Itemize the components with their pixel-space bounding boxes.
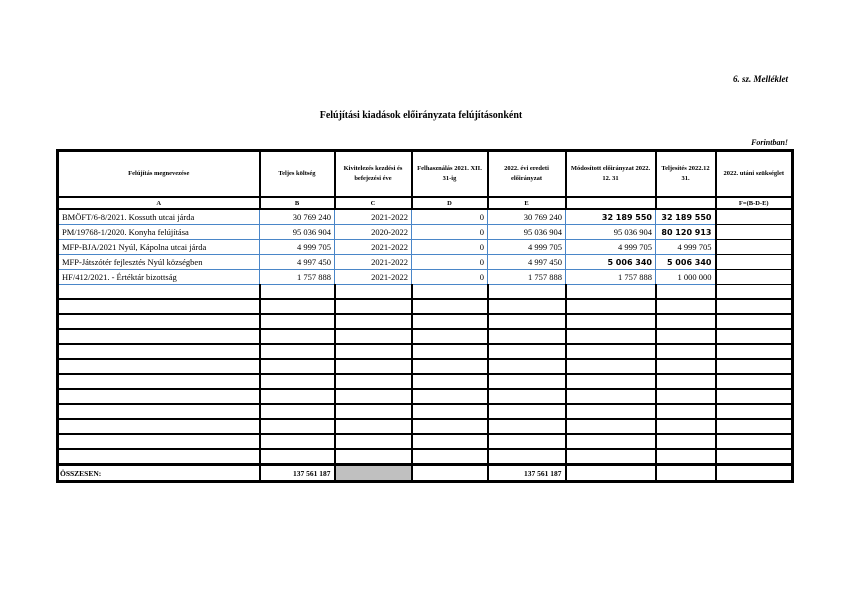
letter-blank-2 [656,197,716,209]
empty-cell [566,299,656,314]
header-fulfilled-2022: Teljesítés 2022.12 31. [656,151,716,198]
empty-cell [656,434,716,449]
cell-fulfilled-2022: 32 189 550 [656,209,716,225]
table-row [58,255,793,270]
empty-cell [335,359,412,374]
cell-modified-2022: 95 036 904 [566,225,656,240]
empty-row [58,285,793,300]
empty-cell [58,404,260,419]
empty-cell [716,359,793,374]
empty-cell [716,344,793,359]
letter-c: C [335,197,412,209]
empty-cell [412,285,488,300]
empty-cell [488,449,566,465]
empty-cell [58,449,260,465]
cell-need-after-2022 [716,225,793,240]
empty-cell [716,329,793,344]
cell-years: 2021-2022 [335,255,412,270]
cell-need-after-2022 [716,270,793,285]
empty-cell [716,299,793,314]
total-original-2022-sum: 137 561 187 [488,465,566,482]
empty-cell [58,285,260,300]
empty-row [58,314,793,329]
empty-cell [488,344,566,359]
empty-row [58,449,793,465]
empty-cell [412,389,488,404]
cell-total-cost: 4 997 450 [260,255,335,270]
cell-modified-2022: 5 006 340 [566,255,656,270]
cell-fulfilled-2022: 1 000 000 [656,270,716,285]
empty-cell [260,449,335,465]
letter-d: D [412,197,488,209]
annex-label: 6. sz. Melléklet [733,74,788,84]
empty-cell [260,374,335,389]
empty-row [58,389,793,404]
empty-cell [58,314,260,329]
empty-cell [335,329,412,344]
empty-cell [488,314,566,329]
empty-cell [260,329,335,344]
total-cost-sum: 137 561 187 [260,465,335,482]
cell-total-cost: 1 757 888 [260,270,335,285]
header-need-after-2022: 2022. utáni szükséglet [716,151,793,198]
empty-cell [412,419,488,434]
empty-row [58,434,793,449]
header-row [58,151,793,198]
empty-row [58,344,793,359]
empty-cell [260,404,335,419]
cell-fulfilled-2022: 4 999 705 [656,240,716,255]
empty-cell [260,359,335,374]
empty-cell [656,285,716,300]
total-label: ÖSSZESEN: [58,465,260,482]
empty-cell [488,419,566,434]
cell-name: MFP-BJA/2021 Nyúl, Kápolna utcai járda [58,240,260,255]
empty-cell [566,359,656,374]
cell-fulfilled-2022: 80 120 913 [656,225,716,240]
empty-cell [716,449,793,465]
empty-cell [566,404,656,419]
empty-cell [58,344,260,359]
total-used-until-2021 [412,465,488,482]
empty-cell [58,299,260,314]
empty-cell [260,285,335,300]
cell-modified-2022: 1 757 888 [566,270,656,285]
empty-cell [488,404,566,419]
empty-cell [335,299,412,314]
empty-cell [412,344,488,359]
empty-cell [488,434,566,449]
empty-row [58,359,793,374]
empty-cell [260,299,335,314]
empty-cell [716,374,793,389]
empty-cell [335,419,412,434]
empty-cell [335,434,412,449]
cell-name: PM/19768-1/2020. Konyha felújítása [58,225,260,240]
empty-cell [260,434,335,449]
cell-total-cost: 4 999 705 [260,240,335,255]
empty-cell [716,389,793,404]
table-row [58,270,793,285]
empty-cell [566,434,656,449]
cell-years: 2020-2022 [335,225,412,240]
empty-cell [656,344,716,359]
empty-cell [488,299,566,314]
empty-cell [260,419,335,434]
total-need-after-2022 [716,465,793,482]
empty-row [58,329,793,344]
cell-need-after-2022 [716,240,793,255]
letter-e: E [488,197,566,209]
empty-cell [58,389,260,404]
empty-cell [566,389,656,404]
header-years: Kivitelezés kezdési és befejezési éve [335,151,412,198]
empty-cell [488,389,566,404]
empty-cell [716,434,793,449]
empty-cell [656,299,716,314]
cell-need-after-2022 [716,255,793,270]
empty-cell [656,329,716,344]
empty-cell [488,374,566,389]
total-row [58,465,793,482]
empty-cell [716,314,793,329]
cell-fulfilled-2022: 5 006 340 [656,255,716,270]
empty-cell [58,374,260,389]
empty-cell [412,359,488,374]
cell-name: HF/412/2021. - Értéktár bizottság [58,270,260,285]
cell-original-2022: 4 999 705 [488,240,566,255]
cell-used-until-2021: 0 [412,255,488,270]
empty-cell [566,329,656,344]
cell-years: 2021-2022 [335,240,412,255]
table-row [58,225,793,240]
cell-used-until-2021: 0 [412,225,488,240]
total-years-shaded [335,465,412,482]
header-used-until-2021: Felhasználás 2021. XII. 31-ig [412,151,488,198]
cell-need-after-2022 [716,209,793,225]
empty-cell [412,434,488,449]
letter-b: B [260,197,335,209]
table-row [58,240,793,255]
cell-total-cost: 95 036 904 [260,225,335,240]
empty-cell [566,419,656,434]
empty-cell [335,389,412,404]
empty-cell [656,314,716,329]
empty-cell [58,434,260,449]
empty-cell [260,344,335,359]
cell-used-until-2021: 0 [412,240,488,255]
empty-row [58,404,793,419]
header-modified-2022: Módosított előirányzat 2022. 12. 31 [566,151,656,198]
cell-original-2022: 1 757 888 [488,270,566,285]
cell-modified-2022: 4 999 705 [566,240,656,255]
total-modified-2022 [566,465,656,482]
cell-total-cost: 30 769 240 [260,209,335,225]
empty-cell [488,285,566,300]
empty-cell [566,285,656,300]
empty-row [58,374,793,389]
empty-cell [412,404,488,419]
empty-cell [716,404,793,419]
empty-cell [716,285,793,300]
header-original-2022: 2022. évi eredeti előirányzat [488,151,566,198]
empty-cell [656,404,716,419]
renovation-budget-table [56,149,794,483]
cell-original-2022: 95 036 904 [488,225,566,240]
cell-original-2022: 30 769 240 [488,209,566,225]
empty-cell [488,329,566,344]
column-letter-row [58,197,793,209]
cell-used-until-2021: 0 [412,270,488,285]
cell-modified-2022: 32 189 550 [566,209,656,225]
empty-cell [412,299,488,314]
cell-name: BMÖFT/6-8/2021. Kossuth utcai járda [58,209,260,225]
document-title: Felújítási kiadások előirányzata felújításonként [319,110,523,121]
cell-years: 2021-2022 [335,209,412,225]
empty-cell [335,404,412,419]
empty-row [58,419,793,434]
empty-cell [566,374,656,389]
empty-cell [412,329,488,344]
empty-cell [260,389,335,404]
empty-cell [716,419,793,434]
empty-cell [412,314,488,329]
letter-a: A [58,197,260,209]
empty-cell [566,314,656,329]
empty-cell [566,344,656,359]
total-fulfilled-2022 [656,465,716,482]
empty-cell [566,449,656,465]
empty-cell [656,374,716,389]
header-name: Felújítás megnevezése [58,151,260,198]
letter-f: F=(B-D-E) [716,197,793,209]
empty-cell [58,329,260,344]
empty-cell [58,359,260,374]
cell-years: 2021-2022 [335,270,412,285]
header-total-cost: Teljes költség [260,151,335,198]
empty-cell [260,314,335,329]
empty-cell [335,374,412,389]
empty-row [58,299,793,314]
table-row [58,209,793,225]
currency-unit-label: Forintban! [751,138,788,147]
empty-cell [58,419,260,434]
empty-cell [412,449,488,465]
empty-cell [656,419,716,434]
cell-used-until-2021: 0 [412,209,488,225]
cell-original-2022: 4 997 450 [488,255,566,270]
cell-name: MFP-Játszótér fejlesztés Nyúl községben [58,255,260,270]
empty-cell [335,314,412,329]
empty-cell [656,359,716,374]
empty-cell [488,359,566,374]
empty-cell [335,285,412,300]
empty-cell [335,449,412,465]
empty-cell [656,389,716,404]
empty-cell [656,449,716,465]
letter-blank-1 [566,197,656,209]
empty-cell [412,374,488,389]
empty-cell [335,344,412,359]
